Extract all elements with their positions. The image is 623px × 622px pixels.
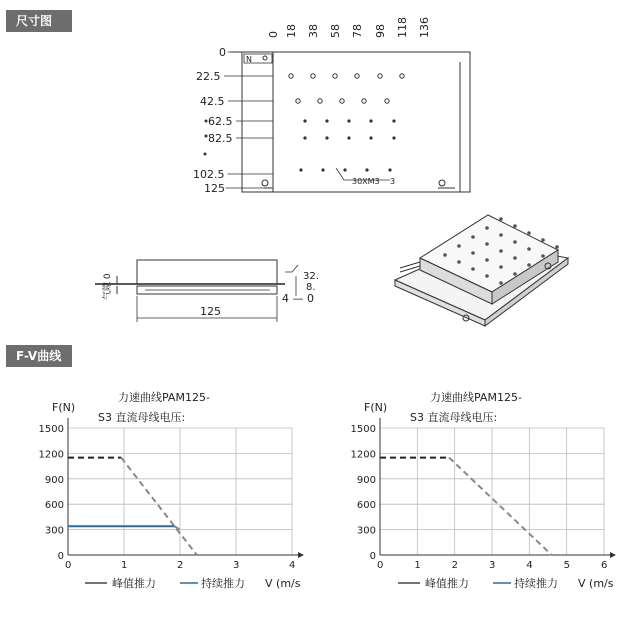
- mounting-hole: [303, 136, 306, 139]
- x-tick-label: 0: [377, 560, 384, 571]
- top-view-drawing: [193, 17, 470, 195]
- y-tick-label: 900: [44, 474, 64, 486]
- iso-hole: [527, 231, 531, 235]
- side-view-drawing: [95, 260, 319, 322]
- x-dim-label: 18: [285, 24, 298, 38]
- iso-hole: [499, 265, 503, 269]
- iso-hole: [457, 260, 461, 264]
- iso-hole: [541, 238, 545, 242]
- iso-hole: [443, 253, 447, 257]
- x-dim-label: 118: [396, 17, 409, 38]
- iso-hole: [513, 272, 517, 276]
- y-tick-label: 0: [57, 551, 64, 562]
- x-dim-label: 0: [267, 31, 280, 38]
- x-tick-label: 2: [451, 560, 459, 571]
- iso-hole: [471, 267, 475, 271]
- mounting-hole: [365, 168, 368, 171]
- y-dim-label: 82.5: [208, 132, 233, 145]
- x-tick-label: 0: [65, 560, 72, 571]
- fv-chart-left: [39, 390, 304, 590]
- iso-hole: [513, 240, 517, 244]
- iso-hole: [527, 247, 531, 251]
- y-dim-label: 62.5: [208, 115, 233, 128]
- iso-hole: [513, 256, 517, 260]
- y-axis-label: F(N): [364, 401, 388, 414]
- hole-note: 30XM3: [352, 177, 380, 186]
- iso-hole: [485, 242, 489, 246]
- legend-continuous-label: 持续推力: [201, 577, 245, 590]
- chart-title-line2: S3 直流母线电压:: [98, 411, 186, 424]
- chart-title-line2: S3 直流母线电压:: [410, 411, 498, 424]
- fv-chart-right: [351, 390, 616, 590]
- mounting-hole: [303, 119, 306, 122]
- mounting-hole: [343, 168, 346, 171]
- mounting-hole: [400, 74, 404, 78]
- isometric-view-drawing: [395, 215, 568, 326]
- x-dim-label: 78: [351, 24, 364, 38]
- dim-4-0: 4 — 0: [282, 292, 314, 305]
- x-tick-label: 1: [414, 560, 421, 571]
- x-axis-arrow: [298, 552, 304, 558]
- mounting-hole: [296, 99, 300, 103]
- y-tick-label: 1200: [38, 449, 64, 461]
- y-tick-label: 300: [44, 525, 64, 537]
- mounting-hole: [311, 74, 315, 78]
- section-tab-fv-curve: F-V曲线: [6, 345, 72, 367]
- y-dim-label: 125: [204, 182, 225, 195]
- mounting-hole: [378, 74, 382, 78]
- mounting-hole: [340, 99, 344, 103]
- mounting-hole: [325, 119, 328, 122]
- iso-hole: [541, 254, 545, 258]
- legend-continuous-label: 持续推力: [514, 577, 558, 590]
- section-tab-dimensions: 尺寸图: [6, 10, 72, 32]
- iso-hole: [471, 235, 475, 239]
- x-axis-label: V (m/s: [578, 577, 614, 590]
- chart-title-line1: 力速曲线PAM125-: [118, 391, 210, 404]
- x-axis-arrow: [610, 552, 616, 558]
- x-dim-label: 58: [329, 24, 342, 38]
- x-tick-label: 4: [526, 560, 533, 571]
- mounting-hole: [347, 119, 350, 122]
- iso-hole: [457, 244, 461, 248]
- mounting-hole: [369, 136, 372, 139]
- mounting-hole: [325, 136, 328, 139]
- mounting-hole: [318, 99, 322, 103]
- legend-peak-label: 峰值推力: [425, 577, 469, 590]
- mounting-hole: [321, 168, 324, 171]
- iso-hole: [499, 249, 503, 253]
- y-tick-label: 1200: [350, 449, 376, 461]
- x-tick-label: 5: [563, 560, 571, 571]
- y-tick-label: 1500: [38, 424, 64, 435]
- y-axis-label: F(N): [52, 401, 76, 414]
- iso-hole: [513, 224, 517, 228]
- mounting-hole: [355, 74, 359, 78]
- mounting-hole: [392, 119, 395, 122]
- y-tick-label: 300: [356, 525, 376, 537]
- x-tick-label: 4: [289, 560, 296, 571]
- air-gap-label: 气隙 0: [103, 273, 113, 300]
- dim-125: 125: [200, 305, 221, 318]
- mounting-hole: [289, 74, 293, 78]
- y-tick-label: 1500: [350, 424, 376, 435]
- mounting-hole: [299, 168, 302, 171]
- x-axis-label: V (m/s: [265, 577, 301, 590]
- y-dim-label: 22.5: [196, 70, 221, 83]
- series-line: [121, 458, 197, 555]
- y-dim-label: 0: [219, 46, 226, 59]
- x-tick-label: 3: [233, 560, 240, 571]
- series-line: [449, 458, 552, 555]
- chart-title-line1: 力速曲线PAM125-: [430, 391, 522, 404]
- x-tick-label: 2: [177, 560, 184, 571]
- mounting-hole: [369, 119, 372, 122]
- iso-hole: [485, 258, 489, 262]
- iso-hole: [485, 226, 489, 230]
- iso-hole: [527, 263, 531, 267]
- y-tick-label: 0: [369, 551, 376, 562]
- mounting-hole: [388, 168, 391, 171]
- mounting-hole: [333, 74, 337, 78]
- x-dim-label: 38: [307, 24, 320, 38]
- x-tick-label: 6: [601, 560, 608, 571]
- y-dim-label: 42.5: [200, 95, 225, 108]
- y-tick-label: 900: [356, 474, 376, 486]
- y-tick-label: 600: [44, 500, 64, 512]
- mounting-hole: [347, 136, 350, 139]
- iso-hole: [485, 274, 489, 278]
- hole-note-suffix: 3: [390, 177, 396, 186]
- marker-n: N: [246, 55, 252, 64]
- dim-32: 32.: [303, 271, 319, 282]
- mounting-hole: [385, 99, 389, 103]
- iso-hole: [499, 281, 503, 285]
- dim-8: 8.: [306, 282, 316, 293]
- x-dim-label: 136: [418, 17, 431, 38]
- iso-hole: [555, 245, 559, 249]
- mounting-hole: [362, 99, 366, 103]
- x-tick-label: 3: [489, 560, 496, 571]
- y-dim-label: 102.5: [193, 168, 225, 181]
- iso-hole: [471, 251, 475, 255]
- x-dim-label: 98: [374, 24, 387, 38]
- iso-hole: [499, 217, 503, 221]
- y-tick-label: 600: [356, 500, 376, 512]
- iso-hole: [499, 233, 503, 237]
- legend-peak-label: 峰值推力: [112, 577, 156, 590]
- mounting-hole: [392, 136, 395, 139]
- x-tick-label: 1: [121, 560, 128, 571]
